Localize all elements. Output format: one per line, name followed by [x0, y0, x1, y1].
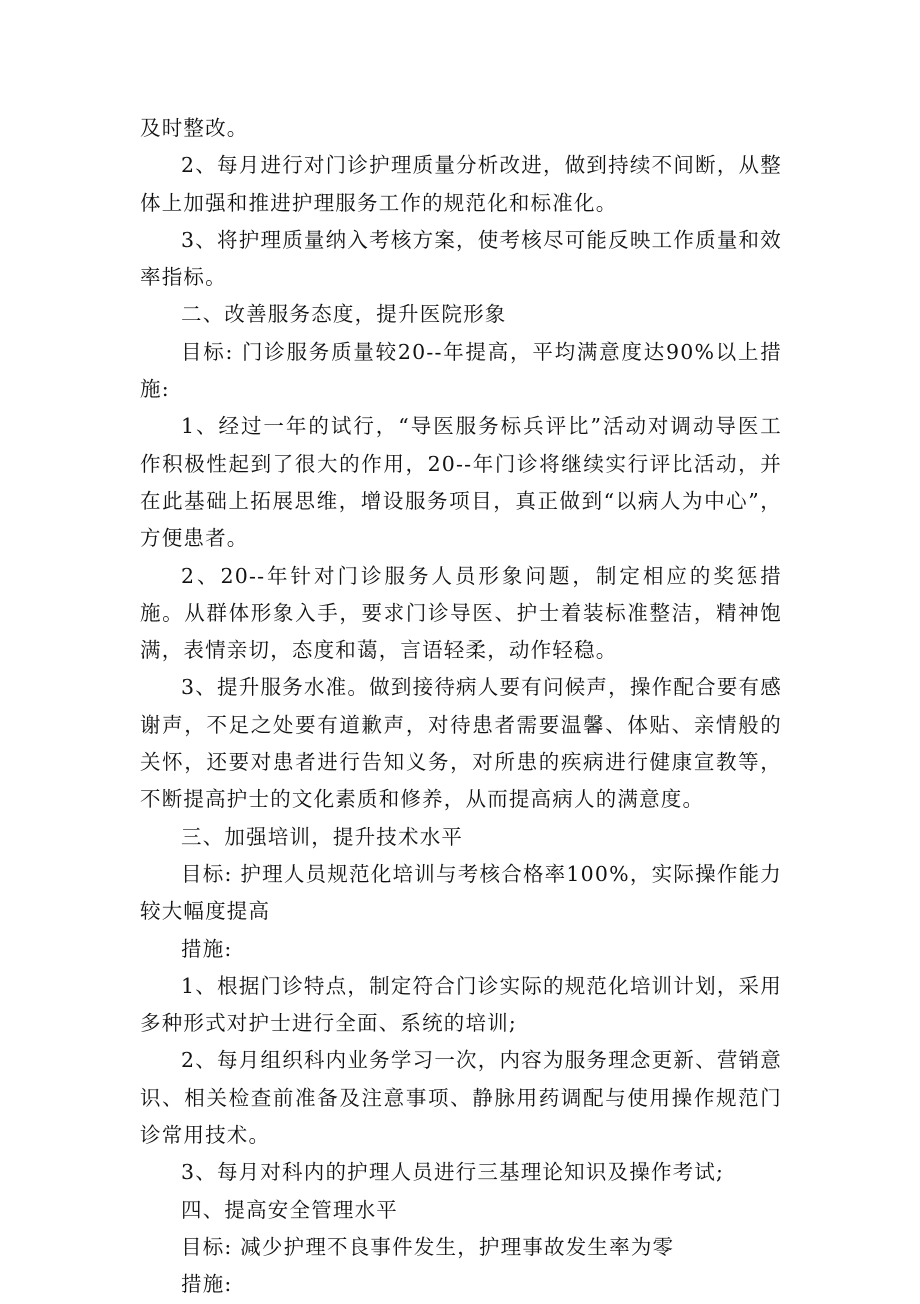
section-heading-3: 三、加强培训，提升技术水平 [181, 824, 464, 849]
paragraph-measures-4: 措施: [181, 1272, 233, 1297]
paragraph-6: 2、20--年针对门诊服务人员形象问题，制定相应的奖惩措施。从群体形象入手，要求门诊导医、护士着装标准整洁，精神饱满，表情亲切，态度和蔼，言语轻柔，动作轻稳。 [140, 563, 782, 663]
paragraph-goal-3: 目标: 护理人员规范化培训与考核合格率100%，实际操作能力较大幅度提高 [140, 861, 782, 924]
paragraph-goal-2: 目标: 门诊服务质量较20--年提高，平均满意度达90%以上措施: [140, 339, 782, 402]
section-heading-2: 二、改善服务态度，提升医院形象 [181, 302, 507, 327]
paragraph-goal-4: 目标: 减少护理不良事件发生，护理事故发生率为零 [181, 1234, 675, 1259]
section-heading-4: 四、提高安全管理水平 [181, 1197, 398, 1222]
paragraph-2: 3、将护理质量纳入考核方案，使考核尽可能反映工作质量和效率指标。 [140, 227, 782, 290]
paragraph-1: 2、每月进行对门诊护理质量分析改进，做到持续不间断，从整体上加强和推进护理服务工作的规范化和标准化。 [140, 153, 782, 215]
document-body [140, 110, 782, 1304]
paragraph-0: 及时整改。 [140, 116, 249, 140]
paragraph-5: 1、经过一年的试行，“导医服务标兵评比”活动对调动导医工作积极性起到了很大的作用，20--年门诊将继续实行评比活动，并在此基础上拓展思维，增设服务项目，真正做到“以病人为中心”，方便患者。 [140, 414, 782, 551]
paragraph-measures-3: 措施: [181, 936, 233, 961]
paragraph-12: 2、每月组织科内业务学习一次，内容为服务理念更新、营销意识、相关检查前准备及注意事项、静脉用药调配与使用操作规范门诊常用技术。 [140, 1048, 782, 1148]
paragraph-7: 3、提升服务水准。做到接待病人要有问候声，操作配合要有感谢声，不足之处要有道歉声，对待患者需要温馨、体贴、亲情般的关怀，还要对患者进行告知义务，对所患的疾病进行健康宣教等，不断提高护士的文化素质和修养，从而提高病人的满意度。 [140, 675, 782, 812]
paragraph-13: 3、每月对科内的护理人员进行三基理论知识及操作考试; [181, 1160, 725, 1185]
paragraph-11: 1、根据门诊特点，制定符合门诊实际的规范化培训计划，采用多种形式对护士进行全面、系统的培训; [140, 973, 782, 1036]
